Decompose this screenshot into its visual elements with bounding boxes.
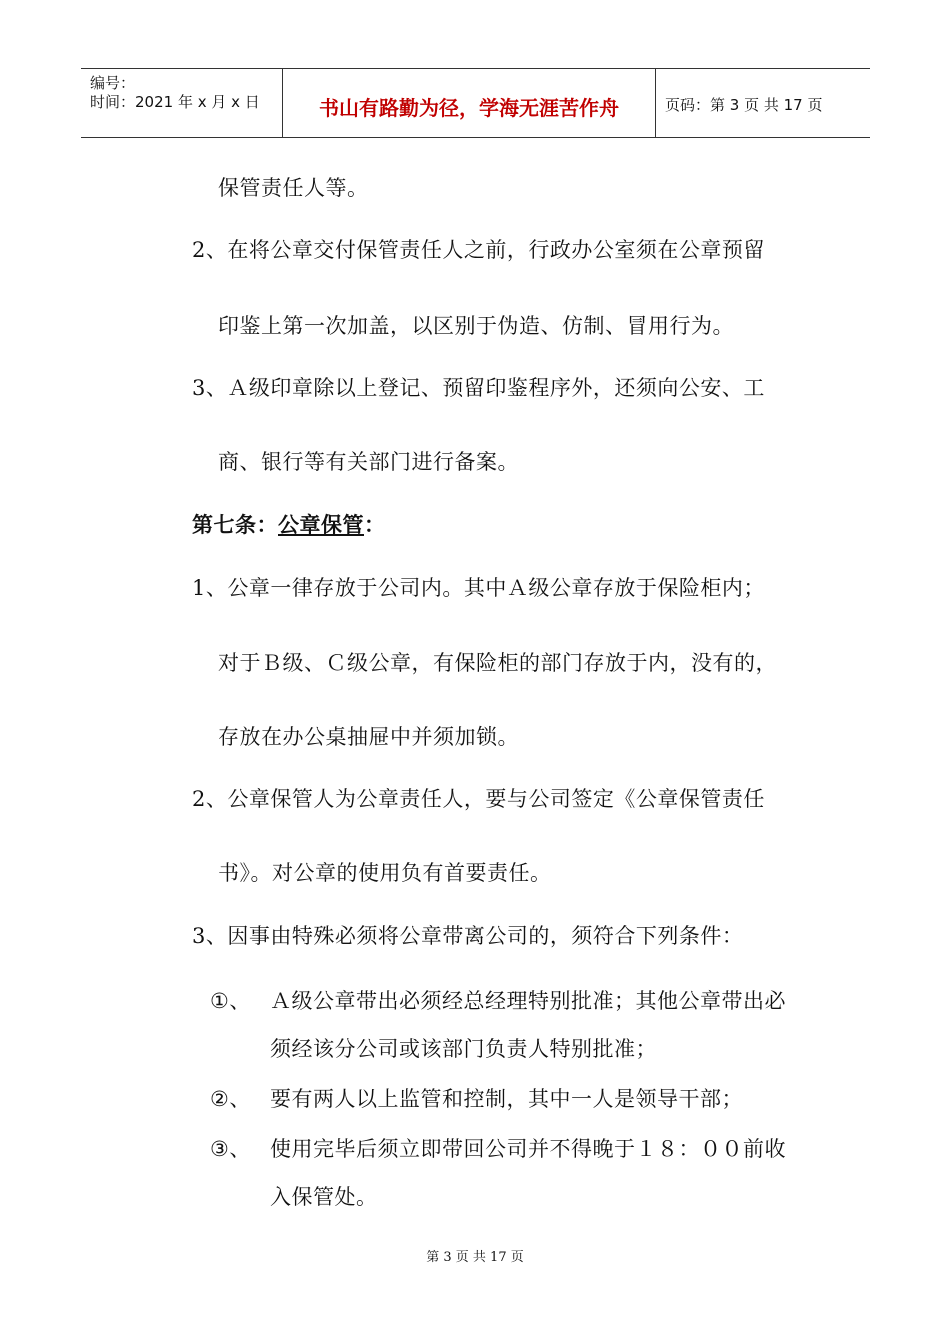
body-line: 对于Ｂ级、Ｃ级公章，有保险柜的部门存放于内，没有的， — [218, 651, 777, 675]
list-marker: ②、 — [210, 1087, 251, 1111]
body-line: 保管责任人等。 — [218, 176, 369, 200]
header-left-cell — [81, 69, 282, 137]
body-line: 2、公章保管人为公章责任人，要与公司签定《公章保管责任 — [192, 787, 765, 811]
document-header — [81, 68, 870, 138]
list-item-text: 须经该分公司或该部门负责人特别批准； — [270, 1037, 657, 1061]
article-title: 公章保管 — [278, 512, 364, 537]
list-item-text: 入保管处。 — [270, 1185, 378, 1209]
header-page-cell — [655, 69, 870, 137]
body-line: 3、Ａ级印章除以上登记、预留印鉴程序外，还须向公安、工 — [192, 376, 765, 400]
list-item-text: 使用完毕后须立即带回公司并不得晚于１８：００前收 — [270, 1137, 786, 1161]
document-number-label: 编号： — [90, 74, 136, 92]
document-date-label: 时间：2021 年 x 月 x 日 — [90, 93, 260, 111]
header-motto: 书山有路勤为径，学海无涯苦作舟 — [319, 96, 619, 120]
article-colon: ： — [364, 512, 386, 537]
body-line: 3、因事由特殊必须将公章带离公司的，须符合下列条件： — [192, 924, 744, 948]
list-item-text: 要有两人以上监管和控制，其中一人是领导干部； — [270, 1087, 743, 1111]
body-line: 2、在将公章交付保管责任人之前，行政办公室须在公章预留 — [192, 238, 765, 262]
article-heading — [192, 509, 386, 539]
list-item-text: Ａ级公章带出必须经总经理特别批准；其他公章带出必 — [270, 989, 786, 1013]
page-footer: 第 3 页 共 17 页 — [426, 1250, 524, 1265]
header-motto-cell — [282, 69, 656, 137]
body-line: 书》。对公章的使用负有首要责任。 — [218, 861, 552, 885]
list-marker: ①、 — [210, 989, 251, 1013]
body-line: 商、银行等有关部门进行备案。 — [218, 450, 519, 474]
list-marker: ③、 — [210, 1137, 251, 1161]
article-number: 第七条： — [192, 512, 278, 537]
body-line: 存放在办公桌抽屉中并须加锁。 — [218, 725, 519, 749]
header-page-label: 页码：第 3 页 共 17 页 — [665, 96, 823, 114]
body-line: 印鉴上第一次加盖，以区别于伪造、仿制、冒用行为。 — [218, 314, 734, 338]
body-line: 1、公章一律存放于公司内。其中Ａ级公章存放于保险柜内； — [192, 576, 765, 600]
